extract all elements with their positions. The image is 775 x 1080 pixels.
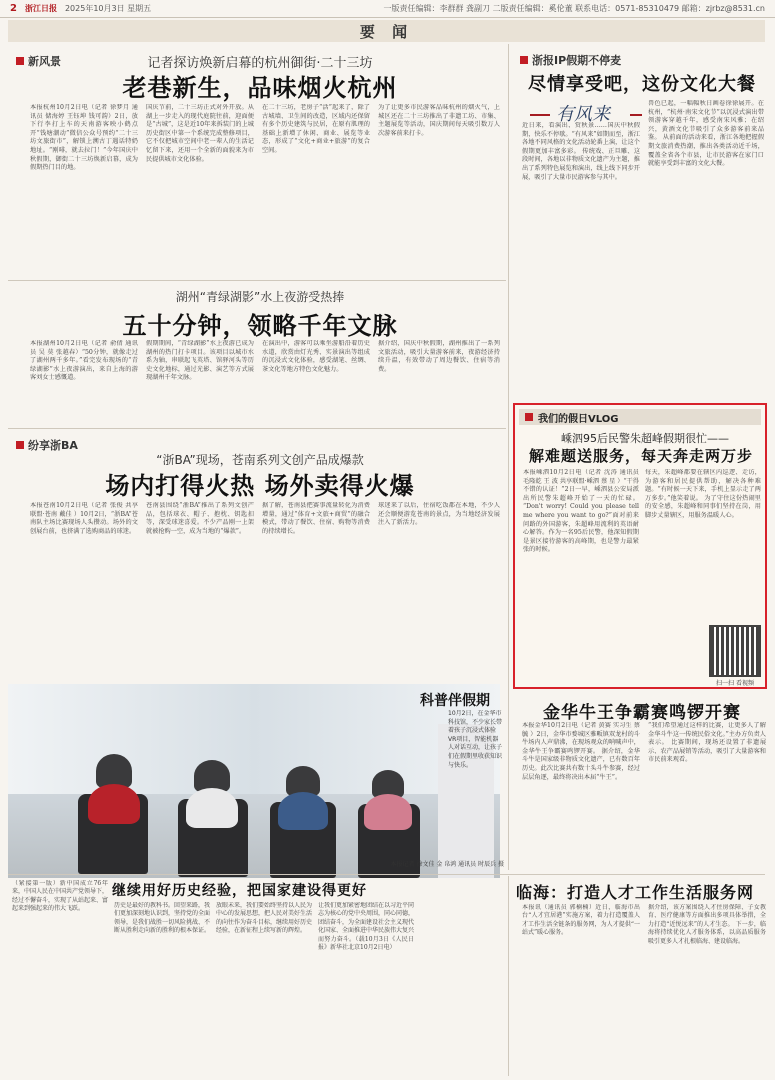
column-divider bbox=[508, 44, 509, 870]
child-figure bbox=[96, 754, 132, 788]
a2-body-col1: 本报湖州10月2日电（记者 俞倩 通讯员 吴 莫 张越春）“50分钟，就像走过了湖州两千多年。”看完发布现场的“青绿湖影”水上夜游演出，来自上海的游客刘女士感慨道。 bbox=[30, 340, 138, 382]
vlog-para1: 本报嵊泗10月2日电（记者 沈涛 通讯员 毛隆乾 王 波 共享联盟·嵊泗 蔡 星 ）“干得不错的认证！”2日一早，嵊泗县公安局派出所民警朱超峰开始了一天的忙碌。 bbox=[523, 469, 639, 502]
a2-body-col3: 在演出中，游客可以乘坐游船沿着历史水道，欣赏由灯光秀、实景演出等组成的沉浸式文化体验，感受湖笔、丝绸、茶文化等地方特色文化魅力。 bbox=[262, 340, 370, 373]
a4-body-col3: 据了解，苍南县把赛事流量转化为消费增量，通过“体育+文旅+商贸”的融合模式，带动了餐饮、住宿、购物等消费的持续增长。 bbox=[262, 502, 370, 535]
a8-headline: 临海：打造人才工作生活服务网 bbox=[516, 883, 755, 902]
tag-zhebao-ip bbox=[520, 52, 621, 68]
a1-headline: 老巷新生，品味烟火杭州 bbox=[122, 74, 398, 102]
child-figure bbox=[364, 794, 412, 830]
a6-headline: 金华牛王争霸赛鸣锣开赛 bbox=[543, 703, 741, 723]
a4-body-col1: 本报苍南10月2日电（记者 张俊 共享联盟·苍南 戴佳 ）10月2日，“浙BA”苍南队主场比赛现场人头攒动。场外的文创展台前，也挤满了选购商品的球迷。 bbox=[30, 502, 138, 535]
a3-body-col1 bbox=[522, 122, 640, 394]
a3-para2: 传统戏、正旦雕、这段时间，各地以非物质文化遗产为主题，推出了系列特色展览和演出，线上线下同步开展，吸引了大量市民游客参与其中。 bbox=[522, 147, 640, 181]
a1-body-col4: 为了让更多市民游客品味杭州的烟火气，上城区还在二十三坊推出了非遗工坊、市集、主题展览等活动，国庆期间每天吸引数万人次游客前来打卡。 bbox=[378, 104, 500, 137]
decor-line-left bbox=[530, 114, 550, 116]
a5-caption: 10月2日，在金华市科技馆，不少家长带着孩子沉浸式体验VR项目，智能机器人对话互动，让孩子们在假期里收获知识与快乐。 bbox=[448, 710, 503, 769]
a3-body-col2 bbox=[648, 100, 764, 394]
a6-para2: 据介绍，金华斗牛是国家级非物质文化遗产，已有数百年历史。此次比赛共有数十头斗牛参赛，经过层层角逐，最终将决出本届“牛王”。 bbox=[522, 747, 640, 781]
a7-headline: 继续用好历史经验，把国家建设得更好 bbox=[112, 883, 367, 899]
divider-a2-a4 bbox=[8, 428, 506, 429]
divider-bottom bbox=[8, 874, 765, 875]
a4-headline: 场内打得火热 场外卖得火爆 bbox=[105, 472, 415, 500]
vlog-kicker: 嵊泗95后民警朱超峰假期很忙—— bbox=[561, 432, 729, 445]
tag-square-icon bbox=[16, 57, 24, 65]
a6-para3: “我们希望通过这样的比赛，让更多人了解金华斗牛这一传统民俗文化。”主办方负责人表示。 bbox=[648, 722, 766, 747]
vlog-headline: 解难题送服务，每天奔走两万步 bbox=[528, 447, 753, 465]
a8-body-col1 bbox=[522, 904, 640, 1076]
a1-body-col1: 本报杭州10月2日电（记者 徐梦月 通讯员 储海婷 王钰坤 钱可韵）2日，放下行李打上车的天南游客映小鹤点开“钱塘潮动”微信公众号预约“二十三坊文旅街市”，解锁上溯古丁遇话特奶地址。“刚啡，就去拉门！”今年国庆中秋假期，御街二十三坊焕新启幕，成为假期热门目的地。 bbox=[30, 104, 138, 172]
vlog-body-col1 bbox=[523, 469, 639, 683]
qr-code-icon[interactable] bbox=[709, 625, 761, 677]
vlog-body-col2 bbox=[645, 469, 761, 619]
a6-para1: 本报金华10月2日电（记者 黄赛 实习生 蔡 毓 ）2日，金华市婺城区雅畈镇双龙村的斗牛场内人声鼎沸，在现场观众的呐喊声中，金华牛王争霸赛鸣锣开赛。 bbox=[522, 722, 640, 755]
science-photo bbox=[8, 684, 500, 878]
a4-body-col4: 球迷来了以后，住宿吃饭都在本地，不少人还会顺便游览苍南的景点，为当地经济发展注入了新活力。 bbox=[378, 502, 500, 527]
a3-para1: 近日来，看演出、赏秋景……国庆中秋假期，快乐不停歇。“有风来”如期而至，浙江各地不同风格的文化活动轮番上演，让这个假期更加丰富多彩。 bbox=[522, 122, 640, 155]
bottom-column-divider bbox=[508, 876, 509, 1076]
a7-body-col3: 让我们更加紧密地团结在以习近平同志为核心的党中央周围，同心同德，团结奋斗，为全面建设社会主义现代化国家、全面推进中华民族伟大复兴而努力奋斗。（载10月3日《人民日报》新华社北京10月2日电） bbox=[318, 902, 414, 952]
section-title: 要 闻 bbox=[359, 22, 414, 41]
vlog-tag: 我们的假日VLOG bbox=[538, 413, 619, 425]
tag-label: 纷享浙BA bbox=[28, 439, 78, 452]
child-figure bbox=[186, 788, 238, 828]
issue-date: 2025年10月3日 星期五 bbox=[64, 4, 152, 13]
a1-kicker: 记者探访焕新启幕的杭州御街·二十三坊 bbox=[147, 56, 373, 71]
editor-credits: 一版责任编辑：李群群 龚副刀 二版责任编辑：奚伦董 联系电话：0571-85310479 邮箱：zjrbz@8531.cn bbox=[383, 4, 765, 13]
a3-calligraphy: 有风来 bbox=[556, 104, 610, 125]
a4-body-col2: 苍南县围绕“浙BA”推出了系列文创产品，包括球衣、帽子、抱枕、钥匙扣等，深受球迷喜爱。不少产品刚一上架就被抢购一空，成为当地的“爆款”。 bbox=[146, 502, 254, 535]
tag-new-scenery bbox=[16, 53, 61, 69]
a3-para3: 兽色已起，一幅幅秋日画卷徐徐展开。在杭州，“杭州·南宋文化节”以沉浸式演出带领游客穿越千年，感受南宋风雅；在绍兴，黄酒文化节吸引了众多游客前来品鉴。 bbox=[648, 100, 764, 142]
tag-square-icon bbox=[525, 413, 533, 421]
a7-lead-col: （紧接第一版）新中国成立76年来，中国人民在中国共产党领导下，经过不懈奋斗，实现了从站起来、富起来到强起来的伟大飞跃。 bbox=[12, 880, 108, 913]
a6-body-col2 bbox=[648, 722, 766, 874]
a8-para2: 据介绍，该方案围绕人才住房保障、子女教育、医疗健康等方面推出多项具体举措，全力打造“近悦远来”的人才生态。 bbox=[648, 904, 766, 928]
section-band bbox=[8, 20, 765, 42]
tag-label: 浙报IP假期不停麦 bbox=[532, 54, 622, 67]
vlog-para3: 每天，朱超峰都要在辖区内巡逻、走访，为游客和居民提供帮助，解决各种难题。“有时候一天下来，手机上显示走了两万多步。”他笑着说。 bbox=[645, 469, 761, 502]
vlog-para4: 为了守住这份热闹里的安全感，朱超峰和同事们坚持在岗，用脚步丈量辖区，用服务温暖人心。 bbox=[645, 494, 761, 519]
paper-name: 浙江日报 bbox=[24, 3, 57, 13]
a1-body-col2: 国庆节前，二十三坊正式对外开放。从湖上一步走入的现代庭院往前，迎面便是“古城”，这是近10年来拆装门的上城历史街区中第一个系统完成整修项目，它不仅把城市空间中老一辈人的生活记忆留下来，还用一个全新的面貌来为市民提供城市文化体验。 bbox=[146, 104, 254, 163]
vlog-para2: “Don't worry! Could you please tell me where you want to go?”面对前来问路的外国游客，朱超峰用流利的英语耐心解答。作为一名95后民警，他深知假期是景区接待游客的高峰期，也是警力最紧张的时候。 bbox=[523, 503, 639, 554]
tag-square-icon bbox=[520, 56, 528, 64]
qr-label: 扫一扫 看视频 bbox=[716, 680, 754, 687]
vlog-feature-box bbox=[513, 403, 767, 689]
a1-body-col3: 在二十三坊，老房子“活”起来了，除了古城墙、卫生间的改造，区域内还保留有多个历史建筑与民居，在原有肌理的基础上新增了休闲、商业、展览等业态，形成了“文化+商业+旅游”的复合空间。 bbox=[262, 104, 370, 154]
a8-para1: 本报讯（通讯员 郭楠楠）近日，临海市出台“人才宜居港”实施方案，着力打造覆盖人才工作生活全链条的服务网，为人才提供“一站式”暖心服务。 bbox=[522, 904, 640, 937]
tag-square-icon bbox=[16, 441, 24, 449]
a2-headline: 五十分钟，领略千年文脉 bbox=[122, 312, 398, 340]
a2-body-col2: 假期期间，“青绿湖影”水上夜游已成为湖州的热门打卡项目。该项目以城市水系为轴，串联起飞英塔、馆驿河头等历史文化地标，通过光影、演艺等方式展现湖州千年文脉。 bbox=[146, 340, 254, 382]
a7-body-col1: 历史是最好的教科书。回望来路，我们更加深刻地认识到，坚持党的全面领导，是我们战胜一切风险挑战、不断从胜利走向新的胜利的根本保证。 bbox=[114, 902, 210, 935]
tag-zhe-ba bbox=[16, 437, 78, 453]
child-figure bbox=[278, 792, 328, 830]
masthead-strip bbox=[0, 0, 775, 18]
a4-kicker: “浙BA”现场，苍南系列文创产品成爆款 bbox=[156, 453, 364, 467]
a6-para4: 比赛期间，现场还设置了非遗展示、农产品展销等活动，吸引了大量游客和市民前来观看。 bbox=[648, 739, 766, 764]
a5-credit: 本报记者 徐文佳 金 帛鸿 通讯员 时辰兵 摄 bbox=[390, 861, 504, 868]
a6-body-col1 bbox=[522, 722, 640, 874]
a8-body-col2 bbox=[648, 904, 766, 1076]
tag-label: 新风景 bbox=[28, 55, 61, 68]
a8-para3: 下一步，临海将持续优化人才服务体系，以高品质服务吸引更多人才扎根临海、建设临海。 bbox=[648, 920, 766, 945]
a2-body-col4: 据介绍，国庆中秋假期，湖州推出了一系列文旅活动，吸引大量游客前来，夜游经济持续升温，有效带动了周边餐饮、住宿等消费。 bbox=[378, 340, 500, 373]
child-figure bbox=[88, 784, 140, 824]
a5-headline: 科普伴假期 bbox=[420, 693, 490, 709]
a2-kicker: 湖州“青绿湖影”水上夜游受热捧 bbox=[175, 290, 345, 304]
divider-a1-a2 bbox=[8, 280, 506, 281]
a3-para4: 从前面的活动来看，浙江各地把握假期文旅消费热潮，推出各类活动近千场，覆盖全省各个市县，让市民游客在家门口就能享受到丰富的文化大餐。 bbox=[648, 134, 764, 168]
a7-body-col2: 放眼未来，我们要始终坚持以人民为中心的发展思想，把人民对美好生活的向往作为奋斗目标，继续用好历史经验，在新征程上续写新的辉煌。 bbox=[216, 902, 312, 935]
decor-line-right bbox=[630, 114, 642, 116]
vlog-header bbox=[519, 409, 761, 425]
page-number: 2 bbox=[10, 3, 17, 14]
a3-headline: 尽情享受吧，这份文化大餐 bbox=[528, 74, 756, 95]
